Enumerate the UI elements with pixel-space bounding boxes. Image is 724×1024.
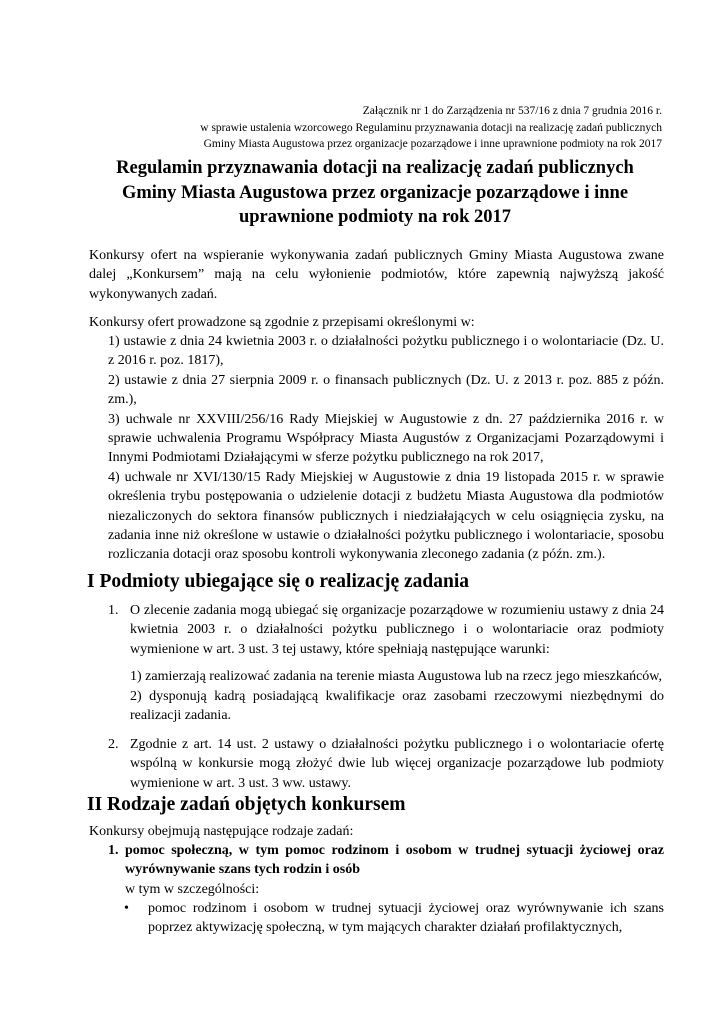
item-title: pomoc społeczną, w tym pomoc rodzinom i osobom w trudnej sytuacji życiowej oraz wyrównywanie szans tych rodzin i osób (125, 843, 664, 878)
bullet-text: pomoc rodzinom i osobom w trudnej sytuacji życiowej oraz wyrównywanie ich szans poprzez aktywizację społeczną, w tym mających charakter działań profilaktycznych, (148, 901, 664, 936)
title-line-2: Gminy Miasta Augustowa przez organizacje pozarządowe i inne (121, 182, 629, 203)
section-1-item-1 (108, 601, 664, 725)
title-line-1: Regulamin przyznawania dotacji na realizację zadań publicznych (116, 158, 634, 178)
item-number: 2. (108, 737, 119, 752)
intro-paragraph: Konkursy ofert na wspieranie wykonywania zadań publicznych Gminy Miasta Augustowa zwane dalej „Konkursem” mają na celu wyłonienie podmiotów, które zapewnią najwyższą jakość wykonywanych zadań. (89, 248, 664, 302)
legal-basis-item: 4) uchwale nr XVI/130/15 Rady Miejskiej w Augustowie z dnia 19 listopada 2015 r. w sprawie określenia trybu postępowania o udzielenie dotacji z budżetu Miasta Augustowa dla podmiotów niezaliczonych do sektora finansów publicznych i niedziałających w celu osiągnięcia zysku, na zadania inne niż określone w ustawie o działalności pożytku publicznego i wolontariacie, sposobu rozliczania dotacji oraz sposobu kontroli wykonywania zleconego zadania (z późn. zm.). (108, 469, 664, 563)
section-2-item-1 (108, 841, 664, 899)
item-text: Zgodnie z art. 14 ust. 2 ustawy o działalności pożytku publicznego i o wolontariacie ofertę wspólną w konkursie mogą złożyć dwie lub więcej organizacje pozarządowe lub podmioty wymienione w art. 3 ust. 3 ww. ustawy. (130, 737, 664, 791)
condition-1: 1) zamierzają realizować zadania na terenie miasta Augustowa lub na rzecz jego mieszkańców, (130, 669, 662, 685)
item-number: 1. (108, 843, 119, 858)
item-number: 1. (108, 603, 119, 618)
document-title (80, 156, 670, 230)
header-line-1: Załącznik nr 1 do Zarządzenia nr 537/16 z dnia 7 grudnia 2016 r. (362, 105, 662, 117)
legal-basis-list (108, 332, 664, 565)
item-subtitle: w tym w szczególności: (125, 881, 260, 897)
section-2-lead: Konkursy obejmują następujące rodzaje zadań: (89, 824, 354, 839)
section-1-heading: I Podmioty ubiegające się o realizację zadania (87, 571, 469, 592)
title-line-3: uprawnione podmioty na rok 2017 (238, 207, 512, 227)
legal-basis-item: 1) ustawie z dnia 24 kwietnia 2003 r. o działalności pożytku publicznego i o wolontariacie (Dz. U. z 2016 r. poz. 1817), (108, 334, 664, 369)
legal-basis-lead: Konkursy ofert prowadzone są zgodnie z przepisami określonymi w: (89, 315, 475, 330)
item-text: O zlecenie zadania mogą ubiegać się organizacje pozarządowe w rozumieniu ustawy z dnia 24 kwietnia 2003 r. o działalności pożytku publicznego i o wolontariacie oraz podmioty wymienione w art. 3 ust. 3 tej ustawy, które spełniają następujące warunki: (130, 603, 664, 657)
bullet-icon: • (124, 901, 129, 916)
legal-basis-item: 2) ustawie z dnia 27 sierpnia 2009 r. o finansach publicznych (Dz. U. z 2013 r. poz. 885 z późn. zm.), (108, 372, 664, 408)
section-2-heading: II Rodzaje zadań objętych konkursem (87, 794, 406, 815)
attachment-header (200, 103, 662, 153)
section-1-item-2 (108, 735, 664, 793)
header-line-2: w sprawie ustalenia wzorcowego Regulaminu przyznawania dotacji na realizację zadań publicznych (200, 121, 662, 134)
section-2-bullet-item (124, 899, 664, 938)
header-line-3: Gminy Miasta Augustowa przez organizacje pozarządowe i inne uprawnione podmioty na rok 2017 (203, 138, 662, 150)
legal-basis-item: 3) uchwale nr XXVIII/256/16 Rady Miejskiej w Augustowie z dn. 27 października 2016 r. w sprawie uchwalenia Programu Współpracy Miasta Augustów z Organizacjami Pozarządowymi i Innymi Podmiotami Działającymi w sferze pożytku publicznego na rok 2017, (108, 411, 664, 466)
condition-2: 2) dysponują kadrą posiadającą kwalifikacje oraz zasobami rzeczowymi niezbędnymi do realizacji zadania. (130, 688, 664, 724)
